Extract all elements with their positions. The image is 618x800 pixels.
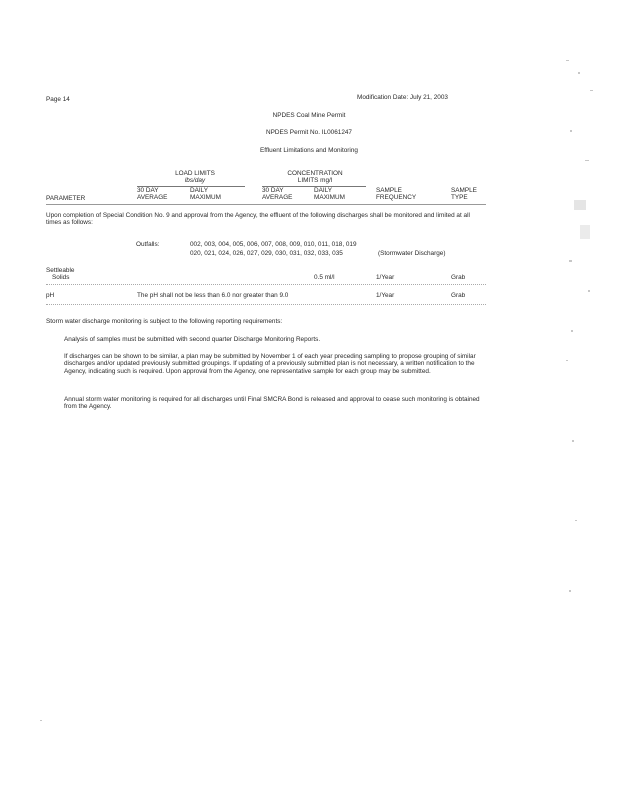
col-sample-frequency: SAMPLE FREQUENCY [376, 187, 417, 202]
row-ph-frequency: 1/Year [376, 292, 395, 299]
concentration-units: LIMITS mg/l [297, 177, 333, 184]
outfalls-note: (Stormwater Discharge) [378, 250, 446, 257]
row-settleable-frequency: 1/Year [376, 274, 395, 281]
intro-paragraph: Upon completion of Special Condition No. 9 and approval from the Agency, the effluent of the following discharges shall be monitored and limited at all times as follows: [46, 212, 470, 227]
title-permit: NPDES Coal Mine Permit [272, 112, 346, 119]
page-number: Page 14 [46, 96, 70, 103]
row-ph-param: pH [46, 292, 55, 299]
row-ph-limit: The pH shall not be less than 6.0 nor greater than 9.0 [137, 292, 289, 299]
modification-date: Modification Date: July 21, 2003 [357, 94, 448, 101]
row-settleable-param: Settleable Solids [46, 267, 75, 282]
outfalls-list-1: 002, 003, 004, 005, 006, 007, 008, 009, 010, 011, 018, 019 [190, 241, 357, 248]
outfalls-label: Outfalls: [136, 241, 160, 248]
title-permit-number: NPDES Permit No. IL0061247 [266, 129, 352, 136]
storm-water-paragraph: Storm water discharge monitoring is subject to the following reporting requirements: [46, 318, 283, 325]
col-daily-load: DAILY MAXIMUM [190, 187, 221, 202]
row-settleable-type: Grab [451, 274, 466, 281]
row-rule [46, 284, 486, 285]
title-effluent: Effluent Limitations and Monitoring [260, 147, 358, 154]
load-limits-heading: LOAD LIMITS [175, 170, 215, 177]
col-sample-type: SAMPLE TYPE [451, 187, 477, 202]
row-ph-type: Grab [451, 292, 466, 299]
concentration-heading: CONCENTRATION [287, 170, 343, 177]
analysis-paragraph: Analysis of samples must be submitted with second quarter Discharge Monitoring Reports. [64, 336, 321, 343]
table-bottom-rule [46, 304, 486, 305]
annual-monitoring-paragraph: Annual storm water monitoring is required for all discharges until Final SMCRA Bond is released and approval to cease such monitoring is obtained from the Agency. [64, 396, 480, 411]
col-30day-conc: 30 DAY AVERAGE [262, 187, 293, 202]
col-30day-load: 30 DAY AVERAGE [137, 187, 168, 202]
outfalls-list-2: 020, 021, 024, 026, 027, 029, 030, 031, 032, 033, 035 [190, 250, 343, 257]
load-limits-units: lbs/day [184, 177, 206, 184]
grouping-paragraph: If discharges can be shown to be similar, a plan may be submitted by November 1 of each year preceding sampling to propose grouping of similar discharges and/or updated previously submitted groupings. If updating of a previously submitted plan is not necessary, a written notification to the Agency, indicating such is required. Upon approval from the Agency, one representative sample for each group may be submitted. [64, 353, 476, 375]
col-daily-conc: DAILY MAXIMUM [314, 187, 345, 202]
row-settleable-limit: 0.5 ml/l [314, 274, 335, 281]
col-parameter: PARAMETER [46, 195, 86, 202]
header-rule [46, 204, 486, 205]
